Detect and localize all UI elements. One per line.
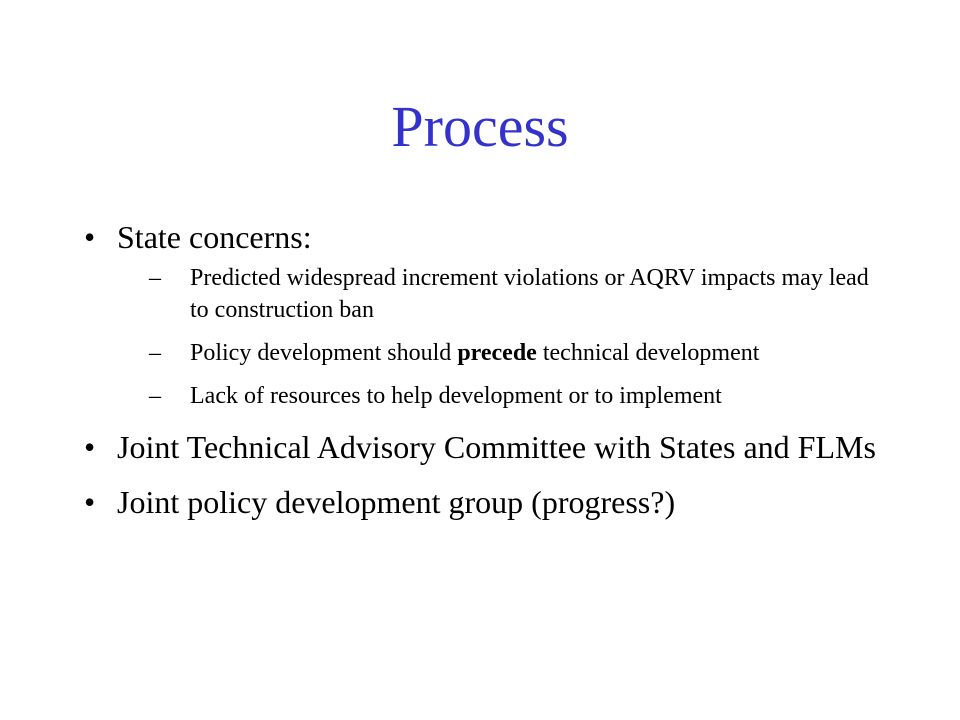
bullet-joint-technical-committee [84,428,884,466]
sub-bullet-text: Lack of resources to help development or to implement [190,383,722,409]
bullet-text: State concerns: [117,219,312,255]
dash-marker: – [149,340,161,366]
bullet-state-concerns [84,218,884,412]
bullet-marker: • [84,429,96,465]
sub-bullet-emphasis: precede [457,340,537,366]
sub-bullet-text-before: Policy development should [190,340,458,366]
bullet-list [84,218,884,521]
dash-marker: – [149,383,161,409]
sub-bullet-text: Predicted widespread increment violations or AQRV impacts may lead to construction ban [190,265,869,323]
sub-bullet-list [117,262,884,412]
bullet-text: Joint Technical Advisory Committee with States and FLMs [117,429,876,465]
bullet-marker: • [84,219,96,255]
sub-bullet-text-after: technical development [536,340,760,366]
bullet-joint-policy-group [84,483,884,521]
sub-bullet-lack-of-resources [149,380,884,412]
sub-bullet-policy-development [149,337,884,369]
bullet-text: Joint policy development group (progress?) [117,484,676,520]
dash-marker: – [149,265,161,291]
sub-bullet-predicted-violations [149,262,884,326]
bullet-marker: • [84,484,96,520]
slide-title: Process [391,94,569,159]
